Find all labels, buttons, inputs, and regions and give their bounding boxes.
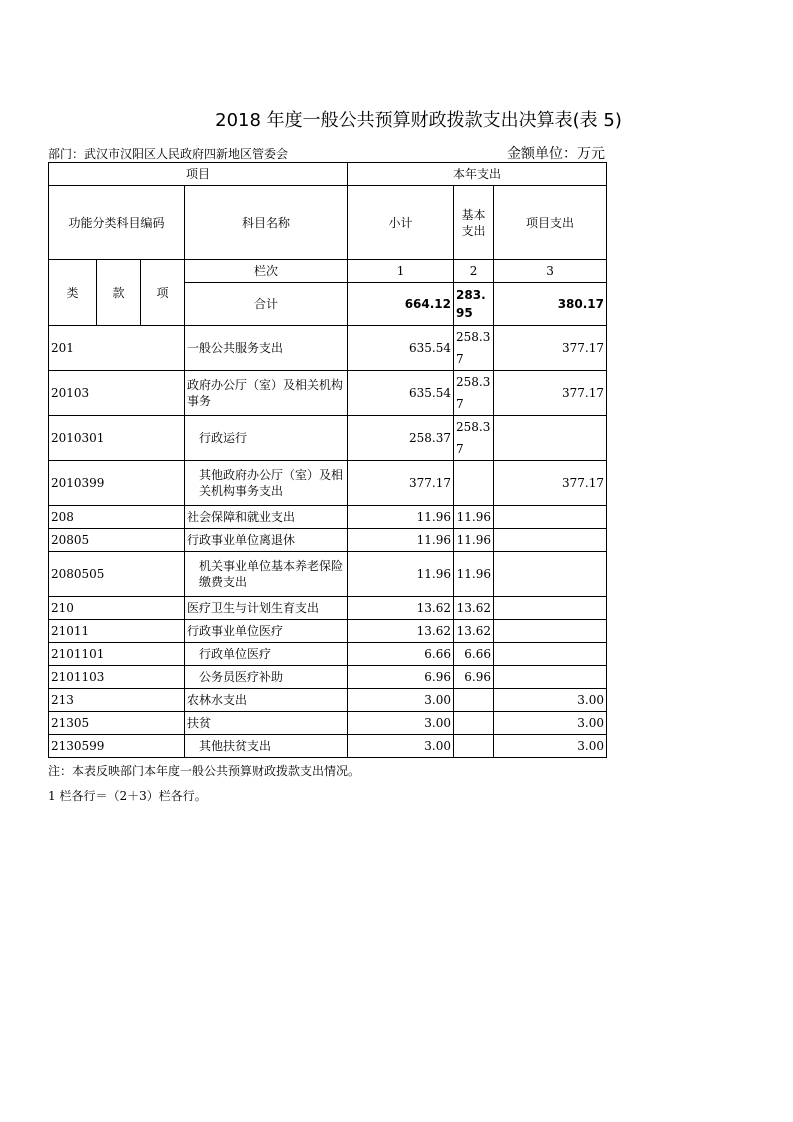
header-basic: 基本支出 — [454, 186, 494, 260]
table-row — [49, 666, 607, 689]
row-subject-name: 政府办公厅（室）及相关机构事务 — [185, 371, 348, 416]
row-subject-name: 扶贫 — [185, 712, 348, 735]
header-kuan: 款 — [97, 260, 141, 326]
total-basic: 283.95 — [454, 283, 494, 326]
row-code: 20103 — [49, 371, 185, 416]
row-subject-name: 行政事业单位医疗 — [185, 620, 348, 643]
row-basic: 258.37 — [454, 326, 494, 371]
row-subject-name: 社会保障和就业支出 — [185, 506, 348, 529]
table-row — [49, 326, 607, 371]
row-subtotal: 3.00 — [348, 689, 454, 712]
row-basic: 258.37 — [454, 416, 494, 461]
row-project — [494, 643, 607, 666]
row-project: 377.17 — [494, 371, 607, 416]
row-subtotal: 11.96 — [348, 529, 454, 552]
total-project: 380.17 — [494, 283, 607, 326]
total-subtotal: 664.12 — [348, 283, 454, 326]
table-row — [49, 597, 607, 620]
table-row — [49, 506, 607, 529]
header-subtotal: 小计 — [348, 186, 454, 260]
table-row — [49, 416, 607, 461]
row-code: 2101103 — [49, 666, 185, 689]
page-title: 2018 年度一般公共预算财政拨款支出决算表(表 5) — [215, 110, 622, 131]
header-col2: 2 — [454, 260, 494, 283]
row-basic: 13.62 — [454, 597, 494, 620]
row-subject-name: 公务员医疗补助 — [185, 666, 348, 689]
row-subject-name: 机关事业单位基本养老保险缴费支出 — [185, 552, 348, 597]
row-subtotal: 3.00 — [348, 735, 454, 758]
table-row — [49, 735, 607, 758]
header-xiang: 项 — [141, 260, 185, 326]
header-current-year: 本年支出 — [348, 163, 607, 186]
row-project: 377.17 — [494, 461, 607, 506]
row-code: 208 — [49, 506, 185, 529]
note-1: 注：本表反映部门本年度一般公共预算财政拨款支出情况。 — [48, 764, 361, 778]
row-project: 3.00 — [494, 689, 607, 712]
row-basic: 11.96 — [454, 506, 494, 529]
row-subtotal: 6.96 — [348, 666, 454, 689]
row-code: 2101101 — [49, 643, 185, 666]
table-row — [49, 371, 607, 416]
row-subtotal: 13.62 — [348, 597, 454, 620]
row-subject-name: 其他政府办公厅（室）及相关机构事务支出 — [185, 461, 348, 506]
header-row-1 — [49, 163, 607, 186]
header-project: 项目 — [49, 163, 348, 186]
table-row — [49, 461, 607, 506]
row-project — [494, 506, 607, 529]
row-subject-name: 农林水支出 — [185, 689, 348, 712]
table-row — [49, 529, 607, 552]
row-code: 213 — [49, 689, 185, 712]
header-project-exp: 项目支出 — [494, 186, 607, 260]
header-column-seq: 栏次 — [185, 260, 348, 283]
row-project — [494, 416, 607, 461]
row-basic: 6.66 — [454, 643, 494, 666]
table-row — [49, 712, 607, 735]
header-subject-name: 科目名称 — [185, 186, 348, 260]
row-code: 2130599 — [49, 735, 185, 758]
row-basic: 13.62 — [454, 620, 494, 643]
row-code: 2010301 — [49, 416, 185, 461]
row-project — [494, 620, 607, 643]
row-subject-name: 行政单位医疗 — [185, 643, 348, 666]
row-subtotal: 635.54 — [348, 326, 454, 371]
row-project — [494, 597, 607, 620]
row-basic: 258.37 — [454, 371, 494, 416]
row-code: 21011 — [49, 620, 185, 643]
row-subtotal: 258.37 — [348, 416, 454, 461]
header-lei: 类 — [49, 260, 97, 326]
row-code: 20805 — [49, 529, 185, 552]
row-subtotal: 377.17 — [348, 461, 454, 506]
note-2: 1 栏各行＝（2＋3）栏各行。 — [48, 789, 207, 803]
row-project — [494, 666, 607, 689]
row-basic — [454, 689, 494, 712]
header-row-3 — [49, 260, 607, 283]
row-code: 2010399 — [49, 461, 185, 506]
row-project — [494, 529, 607, 552]
row-subtotal: 11.96 — [348, 552, 454, 597]
row-basic — [454, 712, 494, 735]
table-row — [49, 552, 607, 597]
row-basic — [454, 735, 494, 758]
unit-label: 金额单位：万元 — [507, 146, 605, 162]
header-row-2 — [49, 186, 607, 260]
table-row — [49, 643, 607, 666]
row-project: 3.00 — [494, 735, 607, 758]
header-col1: 1 — [348, 260, 454, 283]
row-code: 201 — [49, 326, 185, 371]
row-subject-name: 行政事业单位离退休 — [185, 529, 348, 552]
row-subtotal: 6.66 — [348, 643, 454, 666]
row-code: 210 — [49, 597, 185, 620]
row-subject-name: 一般公共服务支出 — [185, 326, 348, 371]
budget-table — [48, 162, 607, 758]
header-code: 功能分类科目编码 — [49, 186, 185, 260]
row-subject-name: 其他扶贫支出 — [185, 735, 348, 758]
row-basic: 11.96 — [454, 552, 494, 597]
row-subtotal: 13.62 — [348, 620, 454, 643]
row-subtotal: 635.54 — [348, 371, 454, 416]
row-project: 3.00 — [494, 712, 607, 735]
row-basic: 11.96 — [454, 529, 494, 552]
row-subject-name: 医疗卫生与计划生育支出 — [185, 597, 348, 620]
row-project — [494, 552, 607, 597]
total-label: 合计 — [185, 283, 348, 326]
header-col3: 3 — [494, 260, 607, 283]
row-code: 21305 — [49, 712, 185, 735]
row-basic — [454, 461, 494, 506]
department-label: 部门：武汉市汉阳区人民政府四新地区管委会 — [48, 147, 289, 161]
row-subject-name: 行政运行 — [185, 416, 348, 461]
row-subtotal: 11.96 — [348, 506, 454, 529]
table-row — [49, 620, 607, 643]
row-project: 377.17 — [494, 326, 607, 371]
row-basic: 6.96 — [454, 666, 494, 689]
row-code: 2080505 — [49, 552, 185, 597]
row-subtotal: 3.00 — [348, 712, 454, 735]
table-row — [49, 689, 607, 712]
